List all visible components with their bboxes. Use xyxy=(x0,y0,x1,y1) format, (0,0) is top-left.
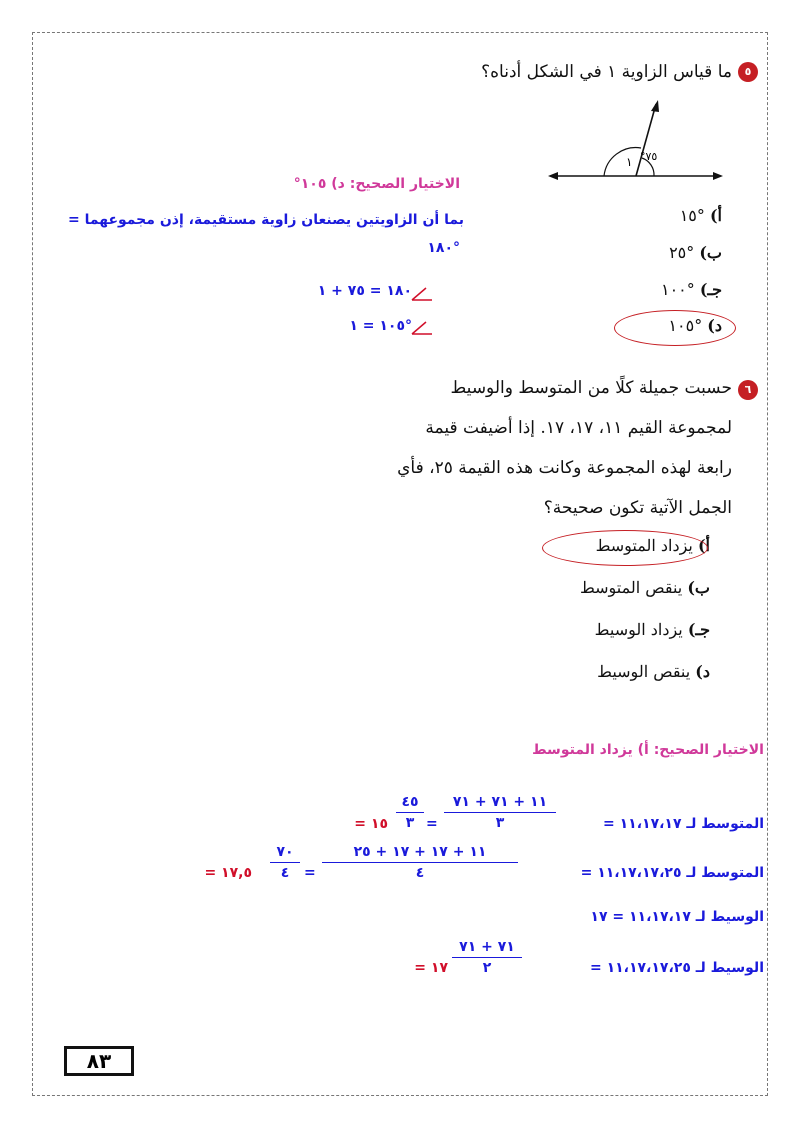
option-text: ينقص المتوسط xyxy=(579,578,683,597)
fraction-numerator: ٧٠ xyxy=(276,844,294,860)
option-letter: جـ) xyxy=(699,280,722,299)
question-6-line4: الجمل الآتية تكون صحيحة؟ xyxy=(543,498,732,518)
q5-equation-1: ١٨٠ = ٧٥ + ١ xyxy=(317,283,412,299)
mean-1-fraction-2 xyxy=(396,794,424,831)
mean-1-result: ١٥ = xyxy=(354,816,388,832)
q6-option-d xyxy=(597,662,710,681)
option-text: ينقص الوسيط xyxy=(597,662,691,681)
fraction-numerator: ٧١ + ٧١ xyxy=(459,939,515,955)
q6-answer-title: الاختيار الصحيح: أ) يزداد المتوسط xyxy=(532,742,764,758)
option-letter: أ) xyxy=(709,206,722,225)
q6-answer-circle xyxy=(542,530,708,566)
median-1-line: الوسيط لـ ١١،١٧،١٧ = ١٧ xyxy=(590,909,764,925)
option-letter: د) xyxy=(695,662,710,681)
q5-answer-circle xyxy=(614,310,736,346)
option-text: °٢٥ xyxy=(669,243,695,262)
mean-1-label: المتوسط لـ ١١،١٧،١٧ = xyxy=(603,816,764,832)
mean-2-fraction xyxy=(322,844,518,881)
q5-option-a xyxy=(680,206,722,225)
question-5-badge: ٥ xyxy=(738,62,758,82)
fraction-bar xyxy=(270,862,300,863)
mean-2-label: المتوسط لـ ١١،١٧،١٧،٢٥ = xyxy=(580,865,764,881)
fraction-denominator: ٢ xyxy=(482,960,492,976)
fraction-numerator: ١١ + ١٧ + ١٧ + ٢٥ xyxy=(353,844,487,860)
q5-answer-title: الاختيار الصحيح: د) ١٠٥° xyxy=(293,176,460,192)
fraction-numerator: ٤٥ xyxy=(401,794,419,810)
question-6-line2: لمجموعة القيم ١١، ١٧، ١٧. إذا أضيفت قيمة xyxy=(425,418,732,438)
fraction-denominator: ٣ xyxy=(405,815,415,831)
page-number: ٨٣ xyxy=(64,1046,134,1076)
option-letter: جـ) xyxy=(687,620,710,639)
mean-1-fraction xyxy=(444,794,556,831)
angle-symbol-icon xyxy=(410,286,434,302)
question-6-line3: رابعة لهذه المجموعة وكانت هذه القيمة ٢٥، فأي xyxy=(397,458,732,478)
option-text: يزداد المتوسط xyxy=(595,536,693,555)
question-5-text: ما قياس الزاوية ١ في الشكل أدناه؟ xyxy=(481,62,732,82)
q6-option-c xyxy=(595,620,710,639)
fraction-denominator: ٤ xyxy=(415,865,425,881)
fraction-denominator: ٣ xyxy=(495,815,505,831)
q6-option-b xyxy=(580,578,710,597)
fraction-denominator: ٤ xyxy=(280,865,290,881)
angle-75-label: °٧٥ xyxy=(640,150,658,163)
median-2-fraction xyxy=(452,939,522,976)
equals-sign: = xyxy=(426,816,438,832)
q5-explanation-line2: °١٨٠ xyxy=(427,240,460,256)
median-2-result: ١٧ = xyxy=(414,960,448,976)
option-text: °١٥ xyxy=(679,206,705,225)
fraction-bar xyxy=(322,862,518,863)
median-2-label: الوسيط لـ ١١،١٧،١٧،٢٥ = xyxy=(589,960,764,976)
q5-equation-2: °١٠٥ = ١ xyxy=(349,318,412,334)
option-text: يزداد الوسيط xyxy=(594,620,683,639)
equals-sign: = xyxy=(304,865,316,881)
q5-explanation-line1: بما أن الزاويتين يصنعان زاوية مستقيمة، إذن مجموعهما = xyxy=(67,212,464,228)
question-6-badge: ٦ xyxy=(738,380,758,400)
fraction-bar xyxy=(444,812,556,813)
fraction-bar xyxy=(452,957,522,958)
option-text: °١٠٥ xyxy=(668,316,703,335)
option-letter: ب) xyxy=(687,578,710,597)
q5-option-c xyxy=(661,280,722,299)
angle-symbol-icon xyxy=(410,320,434,336)
fraction-bar xyxy=(396,812,424,813)
option-letter: ب) xyxy=(699,243,722,262)
question-6-line1: حسبت جميلة كلًا من المتوسط والوسيط xyxy=(450,378,732,398)
angle-1-label: ١ xyxy=(626,155,633,169)
fraction-numerator: ١١ + ٧١ + ٧١ xyxy=(452,794,548,810)
mean-2-fraction-2 xyxy=(270,844,300,881)
option-text: °١٠٠ xyxy=(660,280,695,299)
q5-option-b xyxy=(669,243,722,262)
option-letter: د) xyxy=(707,316,722,335)
angle-figure xyxy=(548,100,723,185)
option-letter: أ) xyxy=(697,536,710,555)
mean-2-result: ١٧,٥ = xyxy=(204,865,252,881)
